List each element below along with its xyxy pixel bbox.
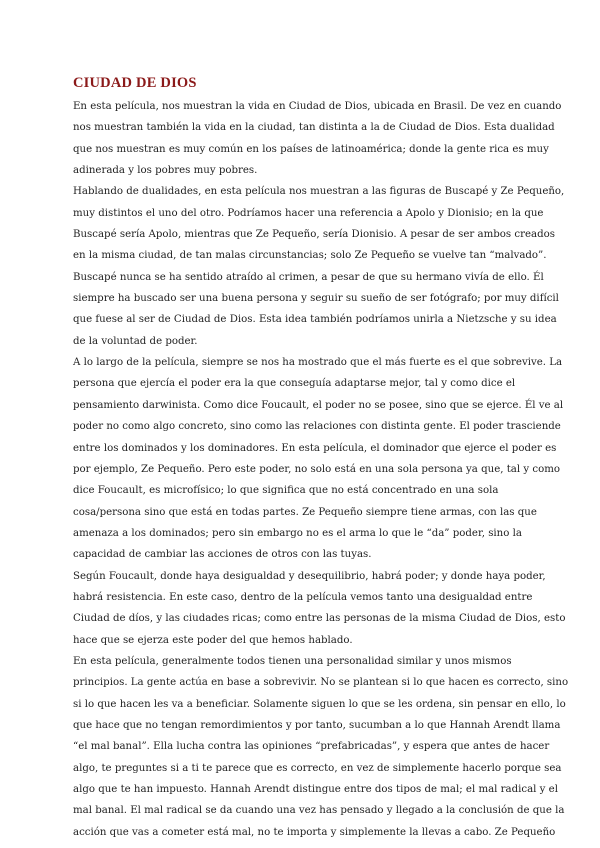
text-line: en la misma ciudad, de tan malas circunstancias; solo Ze Pequeño se vuelve tan “malvado”. (73, 250, 547, 262)
document-body (73, 96, 569, 843)
text-line: por ejemplo, Ze Pequeño. Pero este poder, no solo está en una sola persona ya que, tal y como (73, 463, 561, 475)
text-line: que nos muestran es muy común en los países de latinoamérica; donde la gente rica es muy (73, 143, 549, 155)
text-line: nos muestran también la vida en la ciudad, tan distinta a la de Ciudad de Dios. Esta dualidad (73, 122, 555, 134)
text-line: amenaza a los dominados; pero sin embargo no es el arma lo que le “da” poder, sino la (73, 527, 522, 539)
text-line: Hablando de dualidades, en esta película nos muestran a las figuras de Buscapé y Ze Pequeño, (73, 186, 565, 198)
text-line: “el mal banal”. Ella lucha contra las opiniones “prefabricadas”, y espera que antes de hacer (73, 741, 550, 753)
text-line: algo, te preguntes si a ti te parece que es correcto, en vez de simplemente hacerlo porque sea (73, 762, 562, 774)
text-line: mal banal. El mal radical se da cuando una vez has pensado y llegado a la conclusión de que la (73, 805, 565, 817)
document-title: CIUDAD DE DIOS (73, 75, 197, 91)
text-line: A lo largo de la película, siempre se nos ha mostrado que el más fuerte es el que sobrevive. La (73, 357, 563, 369)
text-line: que hace que no tengan remordimientos y por tanto, sucumban a lo que Hannah Arendt llama (73, 719, 561, 731)
text-line: capacidad de cambiar las acciones de otros con las tuyas. (73, 549, 372, 561)
text-line: persona que ejercía el poder era la que conseguía adaptarse mejor, tal y como dice el (73, 378, 516, 390)
text-line: algo que te han impuesto. Hannah Arendt distingue entre dos tipos de mal; el mal radical y el (73, 784, 558, 795)
text-line: poder no como algo concreto, sino como las relaciones con distinta gente. El poder trasciende (73, 421, 561, 433)
text-line: muy distintos el uno del otro. Podríamos hacer una referencia a Apolo y Dionisio; en la que (73, 207, 544, 219)
text-line: En esta película, generalmente todos tienen una personalidad similar y unos mismos (73, 655, 512, 667)
text-line: habrá resistencia. En este caso, dentro de la película vemos tanto una desigualdad entre (73, 591, 533, 603)
text-line: hace que se ejerza este poder del que hemos hablado. (73, 634, 353, 646)
text-line: dice Foucault, es microfísico; lo que significa que no está concentrado en una sola (73, 485, 499, 497)
text-line: Buscapé sería Apolo, mientras que Ze Pequeño, sería Dionisio. A pesar de ser ambos creados (73, 229, 555, 241)
text-line: siempre ha buscado ser una buena persona y seguir su sueño de ser fotógrafo; por muy difícil (73, 293, 559, 305)
text-line: pensamiento darwinista. Como dice Foucault, el poder no se posee, sino que se ejerce. Él ve al (73, 399, 564, 411)
text-line: de la voluntad de poder. (73, 335, 198, 347)
text-line: Ciudad de díos, y las ciudades ricas; como entre las personas de la misma Ciudad de Dios, esto (73, 613, 566, 625)
text-line: acción que vas a cometer está mal, no te importa y simplemente la llevas a cabo. Ze Pequeño (73, 826, 556, 838)
text-line: si lo que hacen les va a beneficiar. Solamente siguen lo que se les ordena, sin pensar en ello, lo (73, 698, 566, 710)
text-line: principios. La gente actúa en base a sobrevivir. No se plantean si lo que hacen es correcto, sino (73, 677, 569, 689)
text-line: En esta película, nos muestran la vida en Ciudad de Dios, ubicada en Brasil. De vez en cuando (73, 101, 562, 112)
text-line: adinerada y los pobres muy pobres. (73, 165, 258, 177)
text-line: Según Foucault, donde haya desigualdad y desequilibrio, habrá poder; y donde haya poder, (73, 570, 546, 582)
text-line: cosa/persona sino que está en todas partes. Ze Pequeño siempre tiene armas, con las que (73, 506, 537, 518)
text-line: entre los dominados y los dominadores. En esta película, el dominador que ejerce el poder es (73, 442, 557, 454)
text-line: que fuese al ser de Ciudad de Dios. Esta idea también podríamos unirla a Nietzsche y su idea (73, 314, 557, 326)
text-line: Buscapé nunca se ha sentido atraído al crimen, a pesar de que su hermano vivía de ello. Él (73, 271, 544, 283)
